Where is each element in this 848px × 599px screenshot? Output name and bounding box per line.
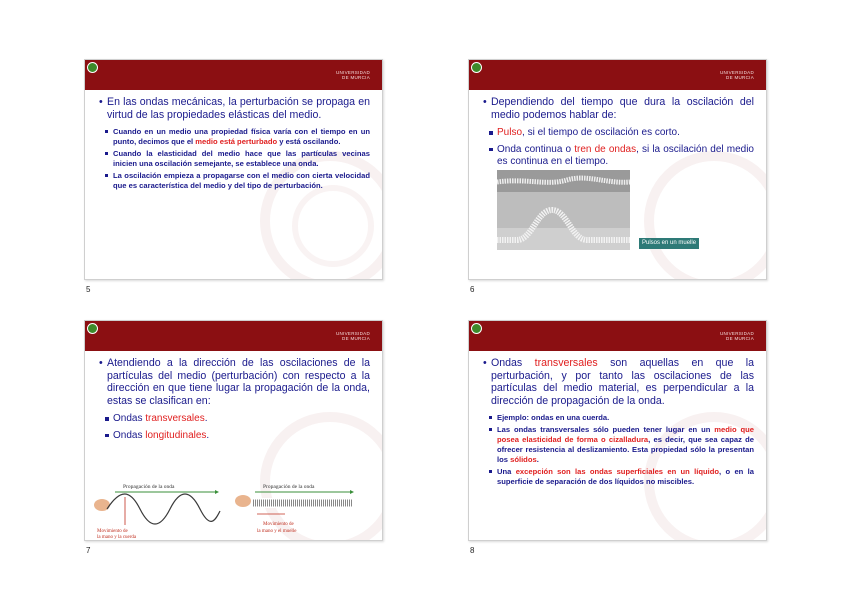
slide-5: [84, 59, 383, 280]
main-text: • En las ondas mecánicas, la perturbación se propaga en virtud de las propiedades elásticas del medio.: [99, 96, 370, 121]
university-logo: UNIVERSIDAD DE MURCIA: [335, 70, 370, 80]
slide-7: [84, 320, 383, 541]
slide-8: [468, 320, 767, 541]
figure-label: Movimiento de: [97, 529, 128, 534]
main-text: • Atendiendo a la dirección de las oscilaciones de la partículas del medio (perturbación) con respecto a la dirección en que tiene lugar la propagación de la onda, estas se clasifican en:: [99, 357, 370, 407]
photo-caption: Pulsos en un muelle: [639, 238, 699, 249]
page-number: 5: [86, 285, 91, 294]
spring-pulse-photo: [497, 170, 630, 250]
page-number: 7: [86, 546, 91, 555]
bullet-item: Una excepción son las ondas superficiales en un líquido, o en la superficie de separación de dos líquidos no miscibles.: [489, 467, 754, 487]
bullet-item: Cuando la elasticidad del medio hace que las partículas vecinas inicien una oscilación semejante, se establece una onda.: [105, 149, 370, 169]
bullet-item: Onda continua o tren de ondas, si la oscilación del medio es continua en el tiempo.: [489, 144, 754, 169]
watermark-seal: [292, 185, 374, 267]
logo-icon: [87, 62, 98, 73]
university-logo: UNIVERSIDAD DE MURCIA: [719, 331, 754, 341]
logo-icon: [471, 323, 482, 334]
wave-types-figure: [85, 481, 382, 540]
figure-label: Movimiento de: [263, 522, 294, 527]
figure-label: la mano y el muelle: [257, 529, 297, 534]
bullet-item: Ejemplo: ondas en una cuerda.: [489, 413, 754, 423]
bullet-item: La oscilación empieza a propagarse con el medio con cierta velocidad que es característica del medio y del tipo de perturbación.: [105, 171, 370, 191]
slide-6: [468, 59, 767, 280]
main-text: • Dependiendo del tiempo que dura la oscilación del medio podemos hablar de:: [483, 96, 754, 121]
bullet-item: Las ondas transversales sólo pueden tener lugar en un medio que posea elasticidad de forma o cizalladura, es decir, que sea capaz de ofrecer resistencia al deslizamiento. Esta propiedad sólo la presentan los sólidos.: [489, 425, 754, 465]
university-logo: UNIVERSIDAD DE MURCIA: [335, 331, 370, 341]
page-number: 6: [470, 285, 475, 294]
bullet-item: Ondas longitudinales.: [105, 430, 370, 443]
main-text: • Ondas transversales son aquellas en que la perturbación, y por tanto las oscilaciones de las partículas del medio material, es perpendicular a la dirección de propagación de la onda.: [483, 357, 754, 407]
bullet-item: Ondas transversales.: [105, 413, 370, 426]
bullet-item: Cuando en un medio una propiedad física varía con el tiempo en un punto, decimos que el medio está perturbado y está oscilando.: [105, 127, 370, 147]
university-logo: UNIVERSIDAD DE MURCIA: [719, 70, 754, 80]
page-number: 8: [470, 546, 475, 555]
figure-label: Propagación de la onda: [123, 484, 175, 490]
figure-label: la mano y la cuerda: [97, 535, 137, 540]
logo-icon: [87, 323, 98, 334]
bullet-item: Pulso, si el tiempo de oscilación es corto.: [489, 127, 754, 140]
logo-icon: [471, 62, 482, 73]
figure-label: Propagación de la onda: [263, 484, 315, 490]
